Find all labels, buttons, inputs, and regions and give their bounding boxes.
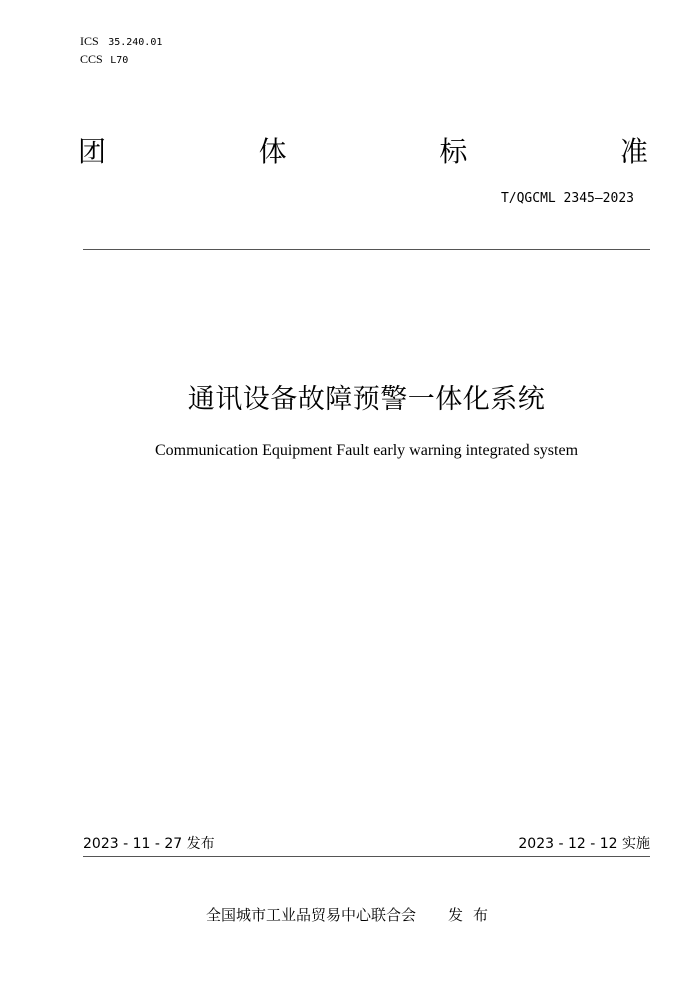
doc-type-char: 标 bbox=[439, 135, 468, 168]
ccs-value: L70 bbox=[110, 55, 129, 66]
doc-type-char: 团 bbox=[78, 135, 107, 168]
ics-value: 35.240.01 bbox=[108, 37, 163, 48]
ics-classification bbox=[80, 34, 162, 50]
publisher-action: 发布 bbox=[448, 906, 499, 924]
document-type-heading bbox=[78, 132, 648, 172]
doc-type-char: 准 bbox=[619, 135, 648, 168]
publisher-line bbox=[206, 904, 498, 926]
issue-date: 2023 - 11 - 27 发布 bbox=[83, 836, 215, 852]
implementation-date: 2023 - 12 - 12 实施 bbox=[518, 836, 650, 852]
standard-number: T/QGCML 2345—2023 bbox=[500, 191, 634, 206]
ccs-label: CCS bbox=[80, 52, 103, 66]
header-divider bbox=[83, 249, 650, 250]
document-title-zh: 通讯设备故障预警一体化系统 bbox=[187, 384, 546, 415]
footer-divider bbox=[83, 856, 650, 857]
ics-label: ICS bbox=[80, 34, 99, 48]
document-title-en: Communication Equipment Fault early warning integrated system bbox=[154, 442, 579, 459]
publisher-name: 全国城市工业品贸易中心联合会 bbox=[206, 906, 417, 924]
doc-type-char: 体 bbox=[258, 135, 287, 168]
ccs-classification bbox=[80, 52, 128, 68]
